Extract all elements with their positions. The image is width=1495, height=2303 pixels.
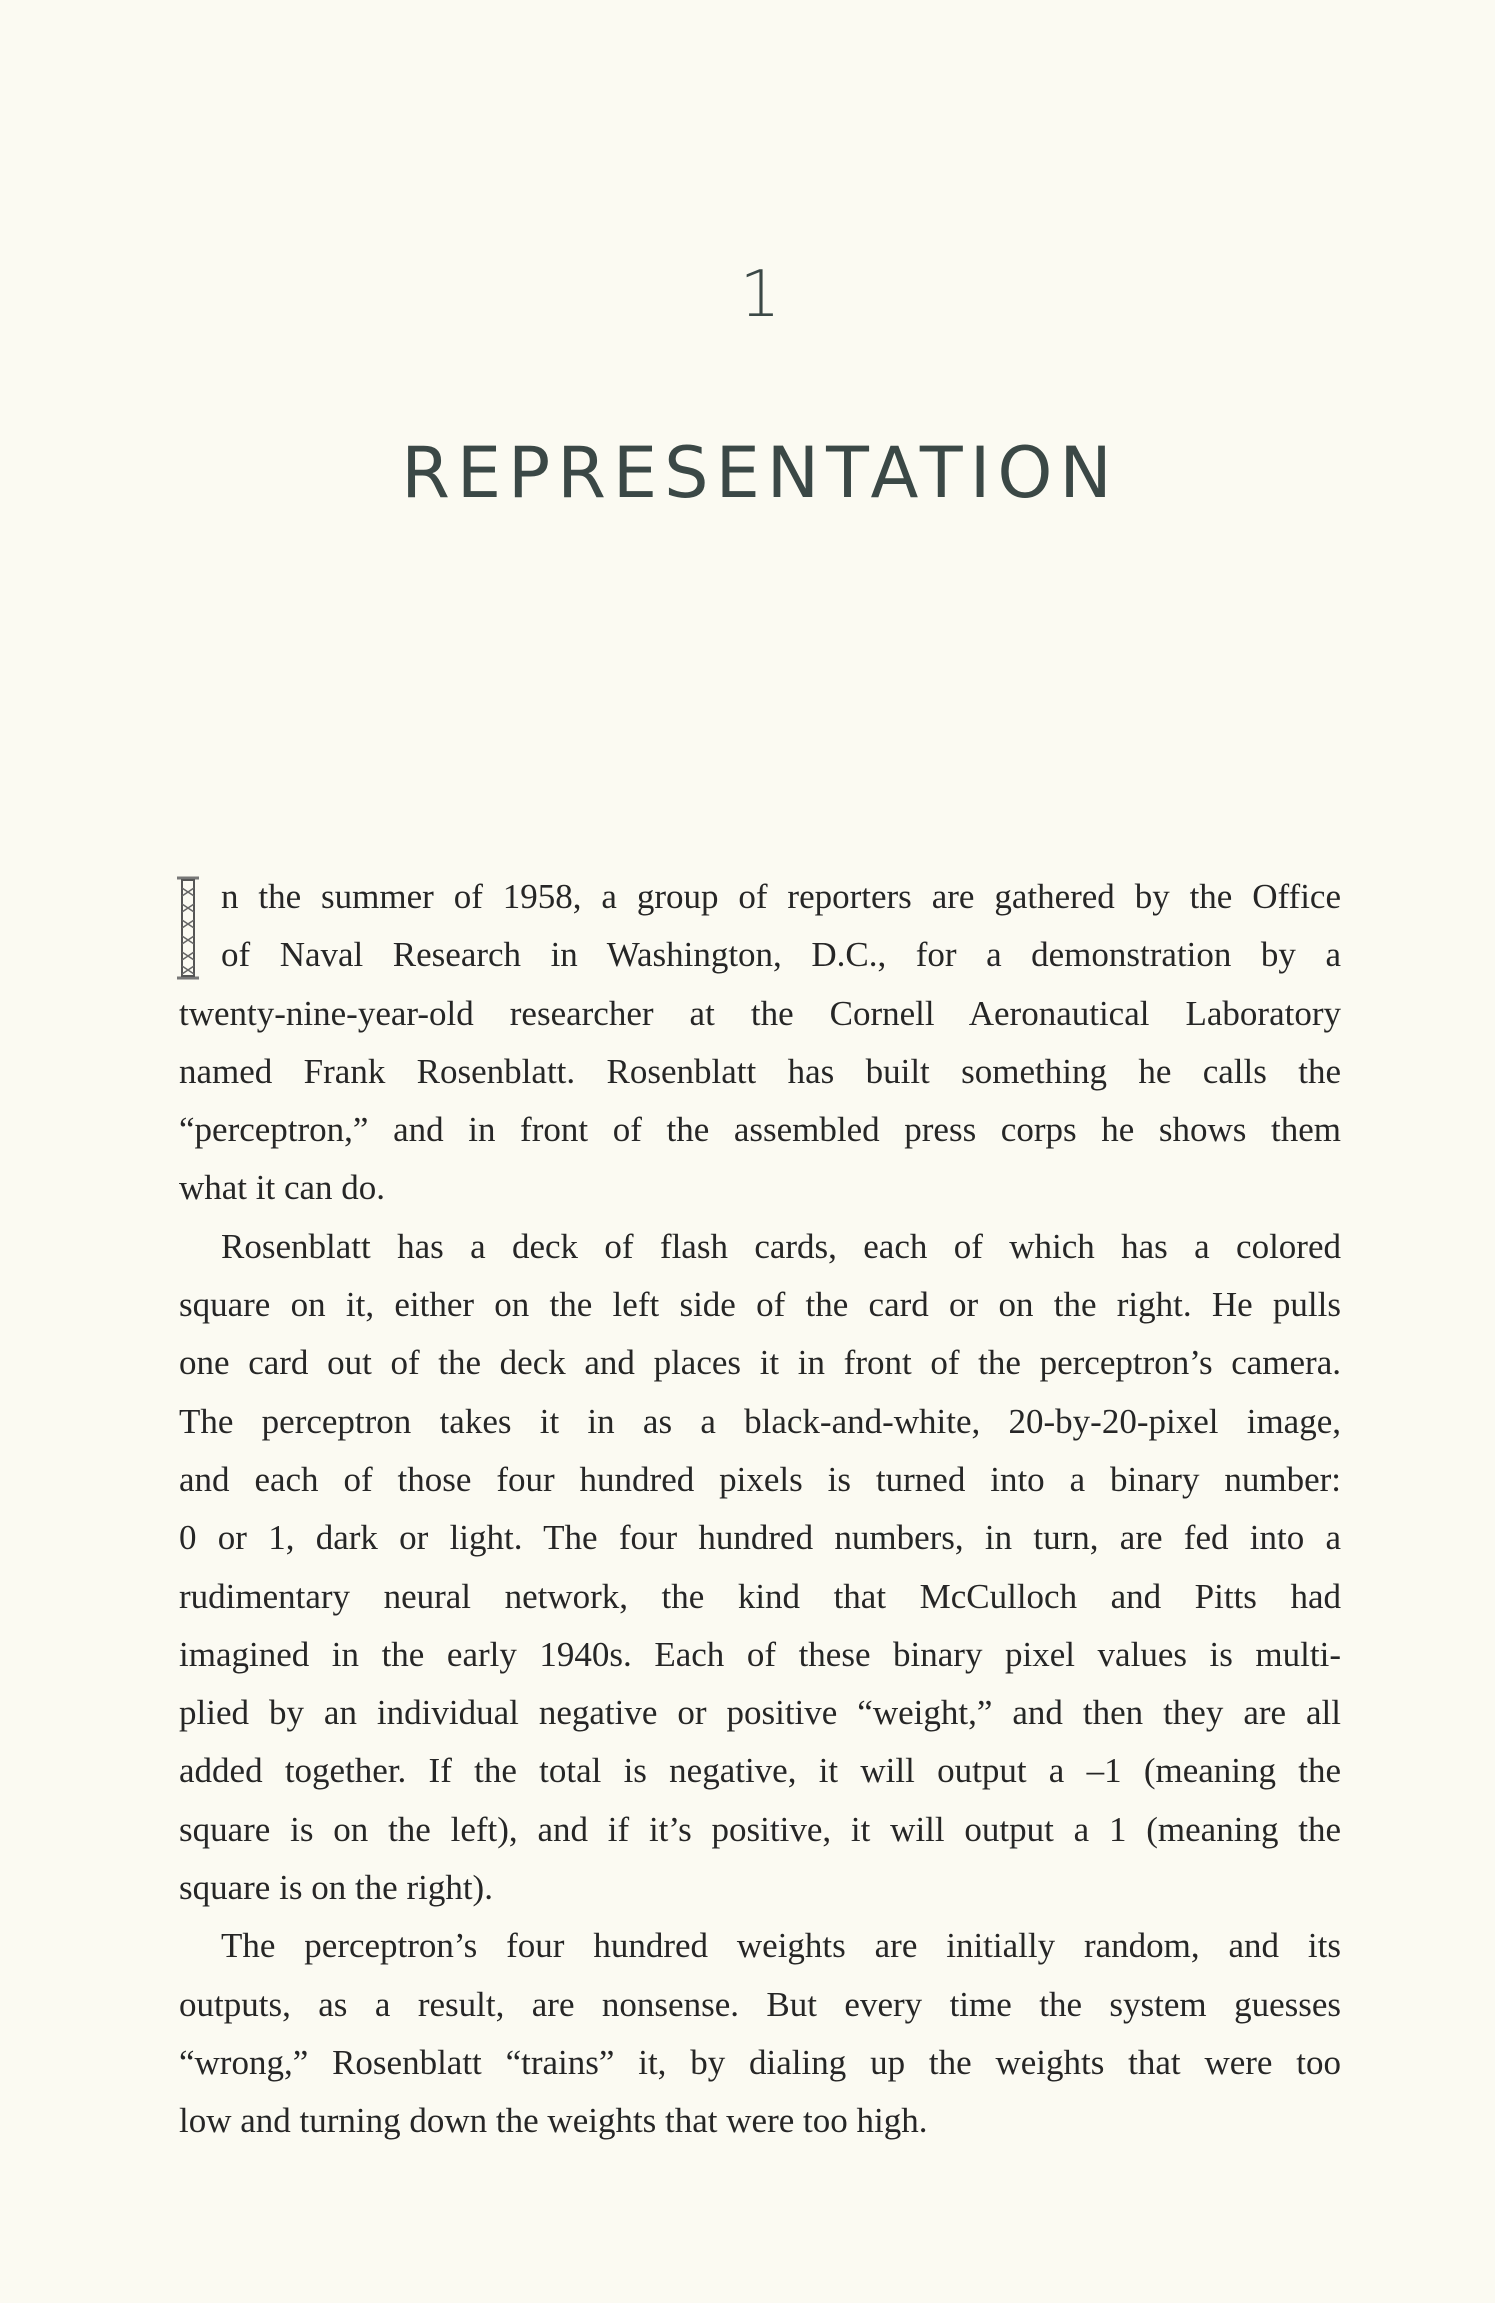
chapter-number: 1 <box>739 258 781 332</box>
paragraph-2-line: added together. If the total is negative, it will output a –1 (meaning the <box>179 1751 1341 1791</box>
paragraph-2-line: and each of those four hundred pixels is turned into a binary number: <box>179 1459 1341 1499</box>
paragraph-3-line: “wrong,” Rosenblatt “trains” it, by dialing up the weights that were too <box>179 2042 1341 2082</box>
paragraph-2-line: plied by an individual negative or positive “weight,” and then they are all <box>179 1693 1341 1733</box>
paragraph-2-line: The perceptron takes it in as a black-and-white, 20-by-20-pixel image, <box>179 1401 1341 1441</box>
drop-cap-i-icon <box>175 874 201 982</box>
chapter-body <box>179 868 1341 2151</box>
paragraph-2-line: imagined in the early 1940s. Each of these binary pixel values is multi- <box>179 1634 1341 1674</box>
paragraph-1-line: “perceptron,” and in front of the assembled press corps he shows them <box>179 1110 1341 1150</box>
paragraph-3-line: outputs, as a result, are nonsense. But every time the system guesses <box>179 1984 1341 2024</box>
paragraph-1-line: of Naval Research in Washington, D.C., for a demonstration by a <box>221 935 1341 975</box>
paragraph-1-line: twenty-nine-year-old researcher at the Cornell Aeronautical Laboratory <box>179 993 1341 1033</box>
paragraph-2-line: square is on the left), and if it’s positive, it will output a 1 (meaning the <box>179 1809 1341 1849</box>
paragraph-2-line: square is on the right). <box>179 1868 493 1908</box>
paragraph-1-line: named Frank Rosenblatt. Rosenblatt has built something he calls the <box>179 1051 1341 1091</box>
paragraph-2-line: 0 or 1, dark or light. The four hundred numbers, in turn, are fed into a <box>179 1518 1341 1558</box>
paragraph-1-line: what it can do. <box>179 1168 386 1208</box>
paragraph-2-line: Rosenblatt has a deck of flash cards, each of which has a colored <box>221 1226 1341 1266</box>
paragraph-1-line: n the summer of 1958, a group of reporters are gathered by the Office <box>221 877 1341 916</box>
paragraph-2-line: one card out of the deck and places it in front of the perceptron’s camera. <box>179 1343 1341 1383</box>
paragraph-2-line: rudimentary neural network, the kind that McCulloch and Pitts had <box>179 1576 1341 1616</box>
paragraph-2-line: square on it, either on the left side of the card or on the right. He pulls <box>179 1285 1341 1325</box>
paragraph-3-line: low and turning down the weights that were too high. <box>179 2101 928 2141</box>
chapter-title: REPRESENTATION <box>401 432 1119 514</box>
paragraph-3-line: The perceptron’s four hundred weights are initially random, and its <box>221 1926 1341 1966</box>
